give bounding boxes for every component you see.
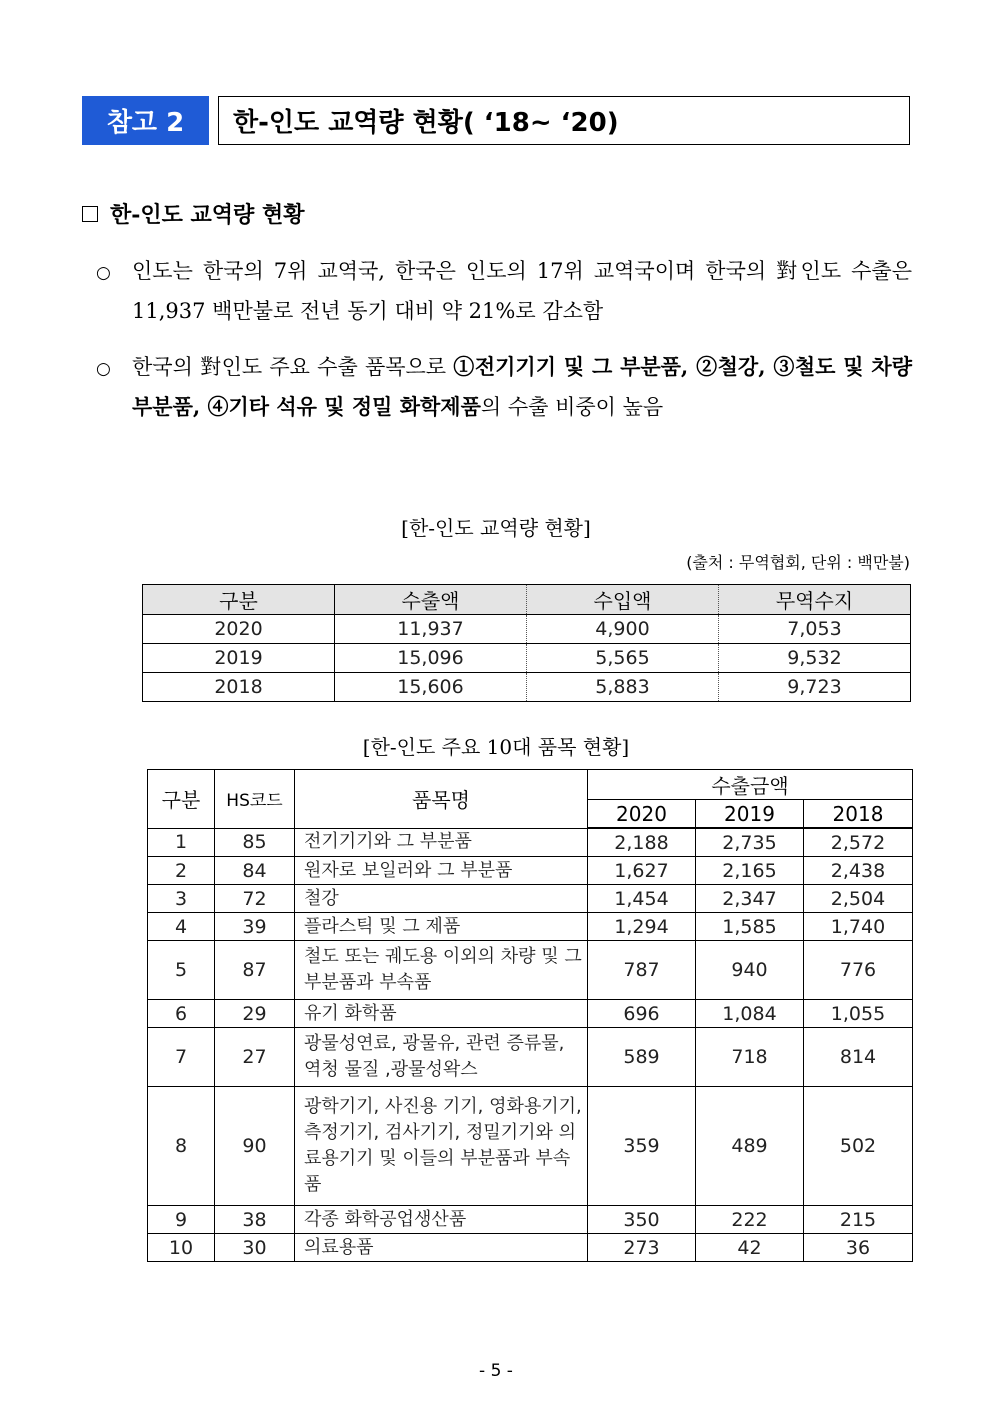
cell-year: 2019 [143, 644, 335, 673]
checkbox-square-icon [82, 206, 98, 222]
bullet-item [96, 347, 912, 427]
cell-value-2018: 502 [804, 1087, 913, 1206]
cell-value-2020: 1,294 [588, 913, 696, 941]
cell-value-2018: 776 [804, 941, 913, 1000]
top-10-items-table [147, 769, 913, 1262]
cell-value-2020: 350 [588, 1206, 696, 1234]
cell-value-2018: 2,438 [804, 857, 913, 885]
bullet-text-bold: ①전기기기 및 그 부분품, ②철강, ③철도 및 차량 부분품, ④기타 석유 및 정밀 화학제품 [132, 354, 913, 419]
cell-item-name: 전기기기와 그 부분품 [295, 828, 588, 857]
cell-imports: 5,883 [527, 673, 719, 702]
cell-value-2019: 2,347 [696, 885, 804, 913]
cell-hs-code: 85 [215, 828, 295, 857]
table-row [148, 828, 913, 857]
cell-rank: 1 [148, 828, 215, 857]
header-export-amount: 수출금액 [588, 770, 913, 800]
header-hs-code: HS코드 [215, 770, 295, 829]
cell-item-name: 플라스틱 및 그 제품 [295, 913, 588, 941]
cell-hs-code: 39 [215, 913, 295, 941]
cell-rank: 8 [148, 1087, 215, 1206]
cell-rank: 7 [148, 1028, 215, 1087]
cell-exports: 15,096 [335, 644, 527, 673]
cell-value-2018: 1,740 [804, 913, 913, 941]
header-imports: 수입액 [527, 585, 719, 615]
cell-balance: 7,053 [719, 615, 911, 644]
cell-hs-code: 90 [215, 1087, 295, 1206]
cell-rank: 10 [148, 1234, 215, 1262]
cell-rank: 5 [148, 941, 215, 1000]
table1-caption: [한-인도 교역량 현황] [401, 516, 591, 540]
cell-item-name: 철강 [295, 885, 588, 913]
cell-year: 2018 [143, 673, 335, 702]
cell-item-name: 광물성연료, 광물유, 관련 증류물, 역청 물질 ,광물성왁스 [295, 1028, 588, 1087]
cell-value-2020: 1,627 [588, 857, 696, 885]
table-row [148, 941, 913, 1000]
cell-value-2020: 589 [588, 1028, 696, 1087]
cell-hs-code: 87 [215, 941, 295, 1000]
table-row [148, 1087, 913, 1206]
cell-value-2019: 222 [696, 1206, 804, 1234]
cell-value-2020: 787 [588, 941, 696, 1000]
cell-imports: 5,565 [527, 644, 719, 673]
page-title-text: 한-인도 교역량 현황( ‘18~ ‘20) [233, 108, 619, 138]
section-heading [82, 198, 304, 229]
table-row [143, 673, 911, 702]
cell-value-2019: 42 [696, 1234, 804, 1262]
table-row [143, 615, 911, 644]
cell-value-2018: 814 [804, 1028, 913, 1087]
bullet-text-prefix: 한국의 對인도 주요 수출 품목으로 [132, 355, 454, 379]
cell-exports: 11,937 [335, 615, 527, 644]
table-row [148, 913, 913, 941]
header-item-name: 품목명 [295, 770, 588, 829]
table-header-row [143, 585, 911, 615]
header-category: 구분 [143, 585, 335, 615]
table-row [143, 644, 911, 673]
cell-value-2018: 2,504 [804, 885, 913, 913]
cell-value-2019: 2,165 [696, 857, 804, 885]
cell-rank: 4 [148, 913, 215, 941]
header-exports: 수출액 [335, 585, 527, 615]
cell-value-2019: 940 [696, 941, 804, 1000]
cell-item-name: 각종 화학공업생산품 [295, 1206, 588, 1234]
table1-source: (출처 : 무역협회, 단위 : 백만불) [686, 553, 910, 572]
table-row [148, 1234, 913, 1262]
cell-value-2020: 359 [588, 1087, 696, 1206]
table-header-row [148, 770, 913, 800]
cell-rank: 9 [148, 1206, 215, 1234]
cell-rank: 3 [148, 885, 215, 913]
cell-item-name: 원자로 보일러와 그 부분품 [295, 857, 588, 885]
cell-value-2019: 489 [696, 1087, 804, 1206]
cell-hs-code: 38 [215, 1206, 295, 1234]
header-trade-balance: 무역수지 [719, 585, 911, 615]
cell-balance: 9,532 [719, 644, 911, 673]
cell-hs-code: 29 [215, 1000, 295, 1028]
header-year-2018: 2018 [804, 800, 913, 829]
cell-imports: 4,900 [527, 615, 719, 644]
cell-value-2020: 696 [588, 1000, 696, 1028]
cell-value-2018: 36 [804, 1234, 913, 1262]
cell-item-name: 유기 화학품 [295, 1000, 588, 1028]
cell-value-2018: 215 [804, 1206, 913, 1234]
circle-bullet-icon: ○ [96, 263, 111, 283]
table-row [148, 1206, 913, 1234]
table2-caption: [한-인도 주요 10대 품목 현황] [362, 735, 630, 759]
cell-rank: 6 [148, 1000, 215, 1028]
table-row [148, 1000, 913, 1028]
cell-value-2020: 1,454 [588, 885, 696, 913]
cell-value-2019: 1,585 [696, 913, 804, 941]
cell-value-2018: 2,572 [804, 828, 913, 857]
cell-year: 2020 [143, 615, 335, 644]
cell-item-name: 의료용품 [295, 1234, 588, 1262]
header-year-2019: 2019 [696, 800, 804, 829]
bullet-item [96, 251, 912, 331]
page-title [218, 96, 910, 145]
cell-value-2018: 1,055 [804, 1000, 913, 1028]
section-heading-text: 한-인도 교역량 현황 [110, 202, 305, 228]
bullet-text [132, 347, 912, 427]
bullet-text-suffix: 의 수출 비중이 높음 [480, 395, 664, 419]
table-row [148, 1028, 913, 1087]
bullet-text: 인도는 한국의 7위 교역국, 한국은 인도의 17위 교역국이며 한국의 對인도 수출은 11,937 백만불로 전년 동기 대비 약 21%로 감소함 [132, 259, 912, 323]
page-number: - 5 - [479, 1361, 513, 1381]
trade-volume-table [142, 584, 911, 702]
table-row [148, 885, 913, 913]
cell-value-2020: 2,188 [588, 828, 696, 857]
cell-rank: 2 [148, 857, 215, 885]
cell-hs-code: 30 [215, 1234, 295, 1262]
cell-balance: 9,723 [719, 673, 911, 702]
cell-exports: 15,606 [335, 673, 527, 702]
cell-item-name: 철도 또는 궤도용 이외의 차량 및 그 부분품과 부속품 [295, 941, 588, 1000]
cell-value-2020: 273 [588, 1234, 696, 1262]
cell-item-name: 광학기기, 사진용 기기, 영화용기기, 측정기기, 검사기기, 정밀기기와 의료용기기 및 이들의 부분품과 부속품 [295, 1087, 588, 1206]
cell-value-2019: 2,735 [696, 828, 804, 857]
table-row [148, 857, 913, 885]
header-year-2020: 2020 [588, 800, 696, 829]
cell-hs-code: 72 [215, 885, 295, 913]
cell-hs-code: 84 [215, 857, 295, 885]
circle-bullet-icon: ○ [96, 359, 111, 379]
reference-badge: 참고 2 [82, 96, 209, 145]
cell-value-2019: 1,084 [696, 1000, 804, 1028]
cell-hs-code: 27 [215, 1028, 295, 1087]
header-rank: 구분 [148, 770, 215, 829]
cell-value-2019: 718 [696, 1028, 804, 1087]
